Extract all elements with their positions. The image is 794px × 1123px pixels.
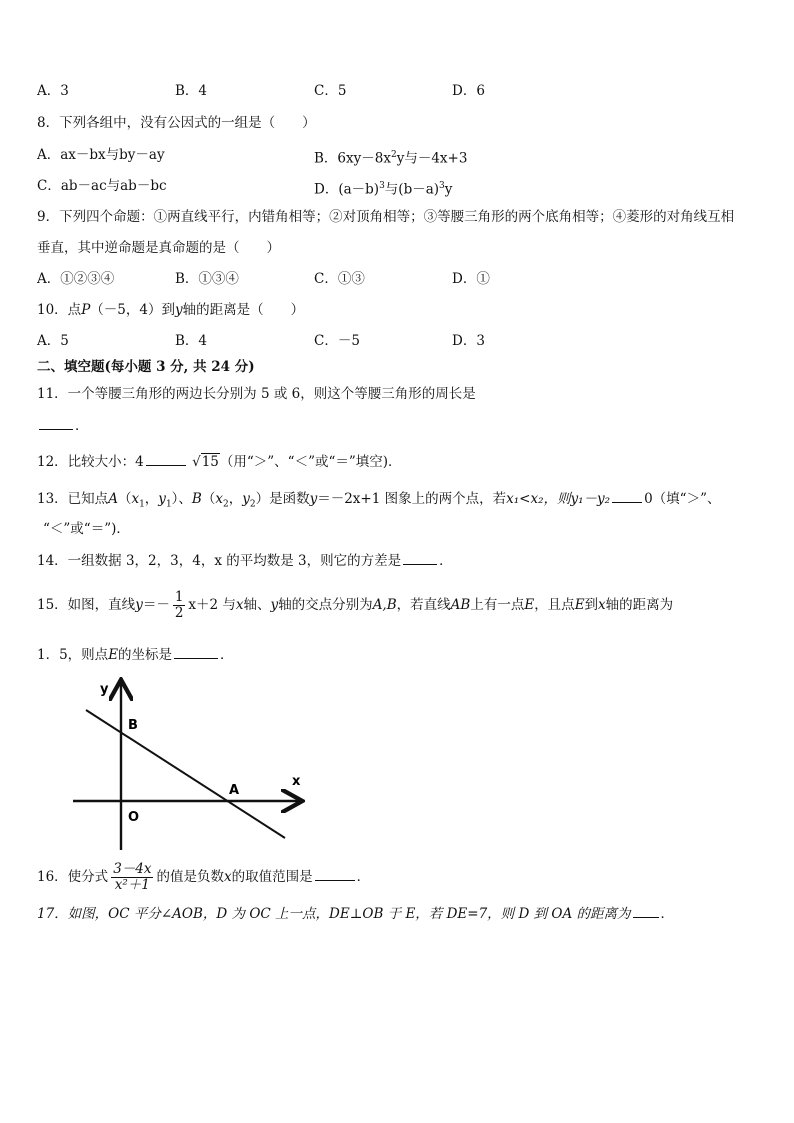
q16-stem: 16．使分式 $\frac{3-4x}{\text{x²＋1}}$ 的值是负数x的取值范围是 ．: [37, 861, 371, 893]
q8-option-b: B．$6xy-8x^2y$与－4x+3: [314, 150, 468, 167]
q12-blank[interactable]: [146, 452, 186, 466]
label-origin: O: [128, 810, 140, 825]
q13-stem: 13．已知点$A(x_1$，$y_1$）、$B(x_2$，$y_2$）是函数y＝－2x+1 图象上的两个点，若x₁<x₂，则y₁－y₂ 0（填“＞”、: [37, 491, 721, 510]
q7-option-d: D．6: [452, 83, 485, 99]
q14-stem: 14．一组数据 3，2，3，4，x 的平均数是 3，则它的方差是 ．: [37, 553, 453, 569]
label-x: x: [292, 774, 301, 789]
q15-stem-line2: 1．5，则点E的坐标是 ．: [37, 647, 234, 663]
line-ab: [86, 710, 285, 838]
q13-blank[interactable]: [612, 489, 642, 503]
q15-coordinate-figure: [60, 672, 320, 852]
q8-option-c: C．ab－ac与ab－bc: [37, 178, 167, 194]
q15-stem: 15．如图，直线y＝－ $\frac{1}{2}$ x＋2 与x轴、y轴的交点分别为A,B，若直线AB上有一点E，且点E到x轴的距离为: [37, 589, 674, 621]
q9-stem-line1: 9．下列四个命题：①两直线平行，内错角相等；②对顶角相等；③等腰三角形的两个底角相等；④菱形的对角线互相: [37, 209, 735, 225]
q10-stem: 10．点P（－5，4）到y轴的距离是（ ）: [37, 302, 305, 318]
q9-stem-line2: 垂直，其中逆命题是真命题的是（ ）: [37, 240, 280, 256]
fraction-one-half: $\frac{1}{2}$: [174, 589, 184, 621]
q17-blank[interactable]: [633, 904, 659, 918]
q7-option-a: A．3: [37, 83, 69, 99]
fraction-expression: $\frac{3-4x}{\text{x²＋1}}$: [113, 861, 152, 893]
q11-blank[interactable]: [39, 416, 73, 430]
q11-answer-line: ．: [37, 416, 89, 435]
label-point-a: A: [229, 783, 240, 798]
q7-option-c: C．5: [314, 83, 347, 99]
label-point-b: B: [128, 718, 138, 733]
q11-stem: 11．一个等腰三角形的两边长分别为 5 或 6，则这个等腰三角形的周长是: [37, 386, 476, 402]
sqrt-15: √15: [192, 454, 219, 470]
q13-stem-line2: “＜”或“＝”)．: [43, 521, 130, 537]
q9-option-c: C．①③: [314, 271, 365, 287]
q7-option-b: B．4: [175, 83, 208, 99]
q15-blank[interactable]: [174, 645, 218, 659]
q8-stem: 8．下列各组中，没有公因式的一组是（ ）: [37, 115, 316, 131]
q10-option-d: D．3: [452, 333, 485, 349]
label-y: y: [100, 682, 109, 697]
q10-option-a: A．5: [37, 333, 69, 349]
q9-option-a: A．①②③④: [37, 271, 115, 287]
q9-option-b: B．①③④: [175, 271, 239, 287]
q12-stem: 12．比较大小：4 √15（用“＞”、“＜”或“＝”填空)．: [37, 454, 402, 470]
q16-blank[interactable]: [315, 867, 355, 881]
q9-option-d: D．①: [452, 271, 490, 287]
q10-option-c: C．－5: [314, 333, 360, 349]
q10-option-b: B．4: [175, 333, 208, 349]
q8-option-a: A．ax－bx与by－ay: [37, 147, 165, 163]
q8-option-d: D．$(a-b)^3$与$(b-a)^3y$: [314, 181, 453, 198]
q14-blank[interactable]: [403, 551, 437, 565]
section-heading: 二、填空题(每小题 3 分, 共 24 分): [37, 359, 255, 375]
q17-stem: 17．如图，OC 平分∠AOB，D 为 OC 上一点，DE⊥OB 于 E，若 DE=7，则 D 到 OA 的距离为 ．: [37, 906, 674, 922]
